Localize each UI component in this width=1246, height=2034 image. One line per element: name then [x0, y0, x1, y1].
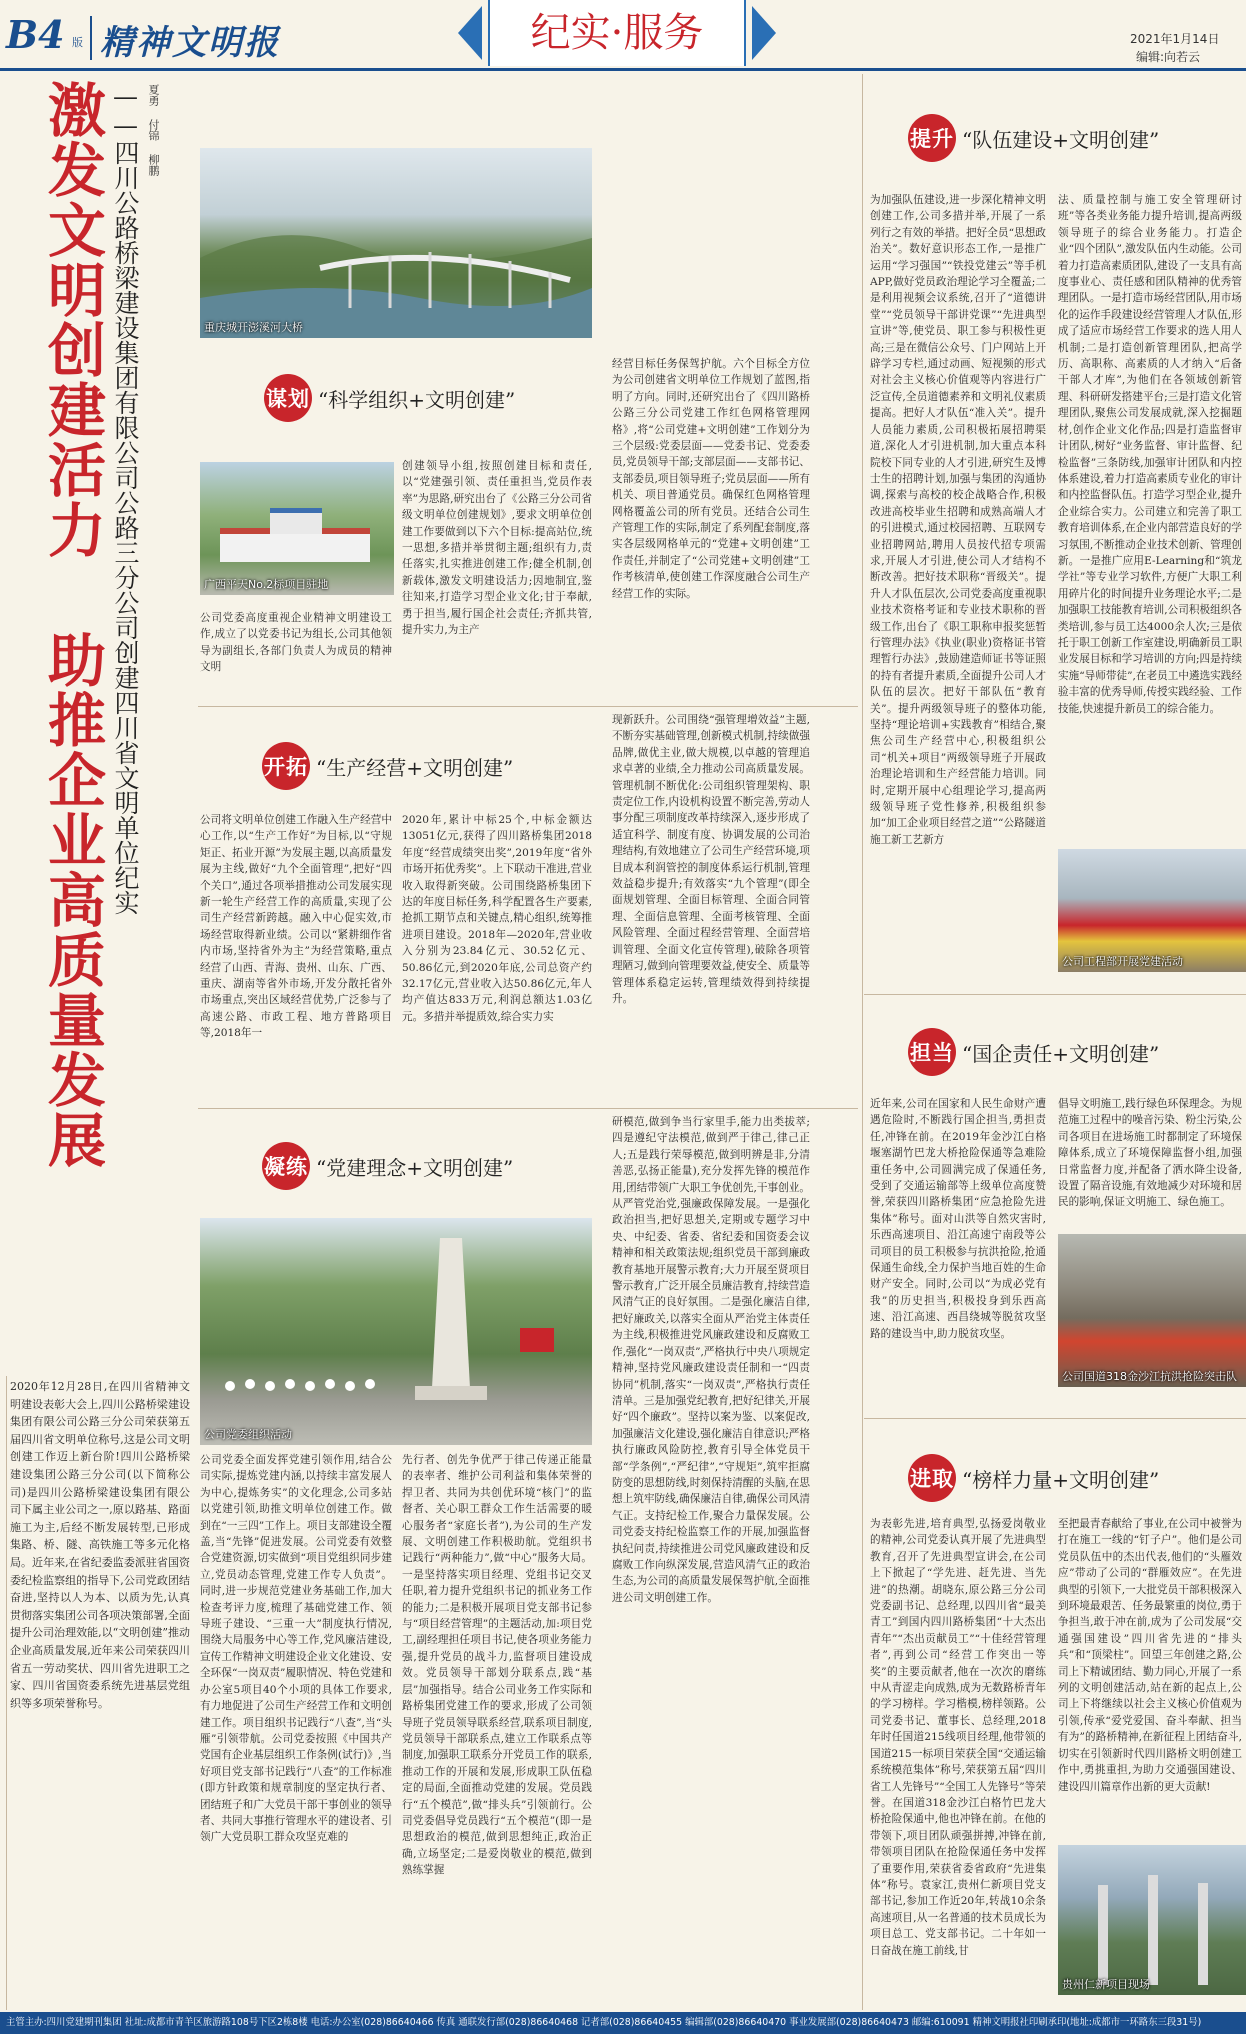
role-models-text-b: 至把最青春献给了事业,在公司中被誉为打在施工一线的“钉子户”。他们是公司党员队伍中的杰出代表,他们的“头雁效应”带动了公司的“群雁效应”。在先进典型的引领下,一大批党员干部积极深入到环境最艰苦、任务最繁重的岗位,勇于争担当,敢于冲在前,成为了公司发展“交通强国建设”四川省先进的“排头兵”和“顶梁柱”。回望三年创建之路,公司上下精诚团结、勤力同心,开展了一系列的文明创建活动,站在新的起点上,公司上下将继续以社会主义核心价值观为引领,传承“爱党爱国、奋斗奉献、担当有为”的路桥精神,在新征程上团结奋斗,切实在引领新时代四川路桥文明创建工作中,勇挑重担,为助力交通强国建设、建设四川篇章作出新的更大贡献!: [1058, 1518, 1242, 1793]
section-header-party: [262, 1140, 513, 1192]
masthead-divider: [90, 16, 92, 60]
masthead: [0, 0, 1246, 74]
party-text-c: 研模范,做到争当行家里手,能力出类拔萃;四是遵纪守法模范,做到严于律己,律己正人;五是践行荣辱模范,做到明辨是非,分清善恶,弘扬正能量),充分发挥先锋的模范作用,团结带领广大职工争优创先,干事创业。从严管党治党,强廉政保障发展。一是强化政治担当,把好思想关,定期或专题学习中央、中纪委、省委、省纪委和国资委会议精神和相关政策法规;组织党员干部到廉政教育基地开展警示教育;大力开展至贤项目警示教育,广泛开展全员廉洁教育,持续营造风清气正的良好氛围。二是强化廉洁自律,把好廉政关,以落实全面从严治党主体责任为主线,积极推进党风廉政建设和反腐败工作,强化“一岗双责”,严格执行中央八项规定精神,坚持党风廉政建设责任制和一“四责协同”机制,落实“一岗双责”,严格执行责任清单。三是加强党纪教育,把好纪律关,开展好“四个廉政”。坚持以案为鉴、以案促改,加强廉洁文化建设,强化廉洁自律意识;严格执行廉政风险防控,教育引导全体党员干部“学条例”,“严纪律”,“守规矩”,筑牢拒腐防变的思想防线,时刻保持清醒的头脑,在思想上筑牢防线,确保廉洁自律,确保公司风清气正。支持纪检工作,聚合力量保发展。公司党委支持纪检监察工作的开展,加强监督执纪问责,持续推进公司党风廉政建设和反腐败工作向纵深发展,营造风清气正的政治生态,为公司的高质量发展保驾护航,全面推进公司文明创建工作。: [612, 1116, 810, 1604]
divider: [864, 1418, 1246, 1419]
photo-project-site: [200, 462, 394, 595]
responsibility-text-b: 倡导文明施工,践行绿色环保理念。为规范施工过程中的噪音污染、粉尘污染,公司各项目在进场施工时都制定了环境保障体系,成立了环境保障监督小组,加强日常监督力度,并配备了洒水降尘设备,设置了隔音设施,有效地减少对环境和居民的影响,保证文明施工、绿色施工。: [1058, 1098, 1242, 1209]
production-text-a: 公司将文明单位创建工作融入生产经营中心工作,以“生产工作好”为目标,以“守规矩正、拓业开源”为发展主题,以高质量发展为主线,做好“九个全面管理”,把好“四个关口”,通过各项举措推动公司发展实现新一轮生产经营工作的高质量,实现了公司生产经营新跨越。融入中心促实效,市场经营取得新业绩。公司以“紧耕细作省内市场,坚持省外为主”为经营策略,重点经营了山西、青海、贵州、山东、广西、重庆、湖南等省外市场,开发分散托省外市场重点,突出区域经营优势,广泛参与了高速公路、市政工程、地方普路项目等,2018年一: [200, 814, 392, 1040]
photo-caption: 广西平天No.2标项目驻地: [204, 578, 329, 591]
photo-guizhou-site: [1058, 1845, 1246, 1995]
photo-bridge: [200, 148, 592, 338]
section-title: “党建理念+文明创建”: [316, 1155, 514, 1180]
section-header-responsibility: [908, 1026, 1159, 1078]
photo-party-activity: [200, 1218, 592, 1445]
paper-name-logo: 精神文明报: [100, 23, 280, 63]
team-text-b: 法、质量控制与施工安全管理研讨班”等各类业务能力提升培训,提高两级领导班子的综合业务能力。打造企业“四个团队”,激发队伍内生动能。公司着力打造高素质团队,建设了一支具有高度事业心、责任感和团队精神的优秀管理团队。一是打造市场经营团队,用市场化的运作手段建设经营管理人才队伍,形成了适应市场经营工作要求的选人用人机制;二是打造创新管理团队,把高学历、高职称、高素质的人才纳入“后备干部人才库”,为他们在各领域创新管理、科研研发搭建平台;三是打造文化管理团队,聚焦公司发展成就,深入挖掘题材,创作企业文化作品;四是打造监督审计团队,树好“业务监督、审计监督、纪检监督”三条防线,加强审计团队和内控体系建设,着力打造高素质专业化的审计和内控监督队伍。打造学习型企业,提升企业综合实力。公司建立和完善了职工教育培训体系,在企业内部营造良好的学习氛围,不断推动企业技术创新、管理创新。一是推广应用E-Learning和“筑龙学社”等专业学习软件,方便广大职工利用碎片化的时间提升业务理论水平;二是加强职工技能教育培训,公司积极组织各类培训,参与员工达4000余人次;三是依托于职工创新工作室建设,明确新员工职业发展目标和学习培训的方向;四是持续实施“导师带徒”,在老员工中遴选实践经验丰富的优秀导师,传授实践经验、工作技能,快速提升新员工的综合能力。: [1058, 194, 1242, 715]
main-headline: 激发文明创建活力 助推企业高质量发展: [38, 80, 106, 1170]
team-text-a: 为加强队伍建设,进一步深化精神文明创建工作,公司多措并举,开展了一系列行之有效的举措。把好全员“思想政治关”。数好意识形态工作,一是推广运用“学习强国”“铁投党建云”等手机APP,做好党员政治理论学习全覆盖;二是利用视频会议系统,召开了“道德讲堂”“党员领导干部讲党课”“先进典型宣讲”等,使党员、职工参与积极性更高;三是在微信公众号、门户网站上开辟学习专栏,通过动画、短视频的形式对社会主义核心价值观等内容进行广泛宣传,全员道德素养和文明礼仪素质提高。把好人才队伍“准入关”。提升人员能力素质,公司积极拓展招聘渠道,深化人才引进机制,加大重点本科院校下同专业的人才引进,研究生及博士生的招聘计划,加强与集团的沟通协调,探索与高校的校企战略合作,积极改进高校毕业生招聘和成熟高端人才的引进模式,通过校园招聘、互联网专业招聘网站,聘用人员按代招专项需求,开展人才引进,使公司人才结构不断改善。把好技术职称“晋级关”。提升人才队伍层次,公司党委高度重视职业技术资格考证和专业技术职称的晋级工作,出台了《职工职称申报奖惩暂行管理办法》《执业(职业)资格证书管理暂行办法》,鼓励建造师证书等证照的持有者提升素质,全面提升公司人才队伍的层次。把好干部队伍“教育关”。提升两级领导班子的整体功能,坚持“理论培训+实践教育”相结合,聚焦公司生产经营中心,积极组织公司“机关+项目”两级领导班子开展政治理论培训和生产经营能力培训。同时,定期开展中心组理论学习,提高两级领导班子党性修养,积极组织参加“加工企业项目经营之道”“公路隧道施工新工艺新方: [870, 194, 1046, 846]
page-suffix: 版: [72, 36, 83, 49]
photo-caption: 重庆城开澎溪河大桥: [204, 321, 303, 334]
divider: [198, 706, 858, 707]
section-stamp: 进取: [908, 1454, 956, 1502]
page-number: B4: [6, 12, 65, 57]
production-text-c: 现新跃升。公司围绕“强管理增效益”主题,不断夯实基础管理,创新模式机制,持续做强品牌,做优主业,做大规模,以卓越的管理追求卓著的业绩,全力推动公司高质量发展。管理机制不断优化:公司组织管理架构、职责定位工作,内设机构设置不断完善,劳动人事分配三项制度改革持续深入,逐步形成了适宜科学、制度有度、协调发展的公司治理结构,有效地建立了公司生产经营环境,项目成本利润管控的制度体系运行机制,管理效益稳步提升;有效落实“九个管理”(即全面规划管理、全面目标管理、全面合同管理、全面信息管理、全面考核管理、全面风险管理、全面过程经营管理、全面营培训管理、全面文化宣传管理),破除各项管理陋习,做到向管理要效益,使安全、质量等管理体系稳定运转,管理绩效得到持续提升。: [612, 714, 810, 1005]
photo-caption: 公司工程部开展党建活动: [1062, 955, 1183, 968]
intro-box-border: [6, 1376, 7, 2010]
section-header-planning: [264, 372, 515, 424]
section-stamp: 谋划: [264, 374, 312, 422]
photo-caption: 公司国道318金沙江抗洪抢险突击队: [1062, 1370, 1237, 1383]
section-title: “榜样力量+文明创建”: [962, 1467, 1160, 1492]
divider: [198, 1108, 858, 1109]
photo-rescue-team: [1058, 1234, 1246, 1387]
intro-text: 2020年12月28日,在四川省精神文明建设表彰大会上,四川公路桥梁建设集团有限公司公路三分公司荣获第五届四川省文明单位称号,这是公司文明创建工作迈上新台阶!四川公路桥梁建设集团公路三分公司(以下简称公司)是四川公路桥梁建设集团有限公司下属主业公司之一,原以路基、路面施工为主,后经不断发展转型,已形成集路、桥、隧、高铁施工等多元化格局。近年来,在省纪委监委派驻省国资委纪检监察组的指导下,公司党政团结奋进,坚持以人为本、以质为先,认真贯彻落实集团公司各项决策部署,全面提升公司治理效能,以“文明创建”推动企业高质量发展,近年来公司荣获四川省五一劳动奖状、四川省先进职工之家、四川省国资委系统先进基层党组织等多项荣誉称号。: [10, 1380, 190, 1710]
pier-illustration: [1058, 1845, 1246, 1995]
party-text-b: 先行者、创先争优严于律己传递正能量的表率者、维护公司利益和集体荣誉的捍卫者、共同为共创优环境“核门”的监督者、关心职工群众工作生活需要的暖心服务者“家庭长者”),为公司的生产发展、文明创建工作积极助航。党组织书记践行“两种能力”,做“中心”服务大局。一是坚持落实项目经理、党组书记交叉任职,着力提升党组织书记的抓业务工作的能力;二是积极开展项目党支部书记参与“项目经营管理”的主题活动,加:项目党工,副经理担任项目书记,使各项业务能力强,提升党员的战斗力,监督项目建设成效。党员领导干部划分联系点,践“基层”加强指导。结合公司业务工作实际和路桥集团党建工作的要求,形成了公司领导班子党员领导联系经营,联系项目制度,党员领导干部联系点,建立工作联系点等制度,加强职工联系分开党员工作的联系,推动工作的开展和发展,形成职工队伍稳定的局面,全面推动党建的发展。党员践行“五个模范”,做“排头兵”引领前行。公司党委倡导党员践行“五个模范”(即一是思想政治的模范,做到思想纯正,政治正确,立场坚定;二是爱岗敬业的模范,做到熟练掌握: [402, 1454, 592, 1877]
photo-team-activity: [1058, 849, 1246, 972]
planning-text-c: 经营目标任务保驾护航。六个目标全方位为公司创建省文明单位工作规划了蓝图,指明了方向。同时,还研究出台了《四川路桥公路三分公司党建工作红色网格管理网格》,将“公司党建+文明创建”工作划分为三个层级:党委层面——党委书记、党委委员,党员领导干部;支部层面——支部书记、支部委员,项目领导班子;党员层面——所有机关、项目普通党员。确保红色网格管理网格覆盖公司的所有党员。还结合公司生产管理工作的实际,制定了系列配套制度,落实各层级网格单元的“党建+文明创建”工作责任,并制定了“公司党建+文明创建”工作考核清单,使创建工作深度融合公司生产经营工作的实际。: [612, 358, 810, 600]
section-title: “科学组织+文明创建”: [318, 387, 516, 412]
section-title: “国企责任+文明创建”: [962, 1041, 1160, 1066]
photo-caption: 贵州仁新项目现场: [1062, 1978, 1150, 1991]
footer-text: 主管主办:四川党建期刊集团 社址:成都市青羊区旅游路108号下区2栋8楼 电话:办公室(028)86640466 传真 通联发行部(028)86640468 记者部(028)86640455 编辑部(028)86640470 事业发展部(028)86640473 邮编:610091 精神文明报社印刷承印(地址:成都市一环路东三段31号): [6, 2017, 1202, 2028]
monument-illustration: [200, 1218, 592, 1445]
planning-text-a: 公司党委高度重视企业精神文明建设工作,成立了以党委书记为组长,公司其他领导为副组长,各部门负责人为成员的精神文明: [200, 612, 392, 674]
banner-arrow-right-icon: [752, 6, 776, 60]
editor-credit: 编辑:向若云: [1136, 50, 1201, 64]
section-name: 纪实·服务: [488, 0, 746, 66]
byline: 夏勇 付锦 柳鹏: [147, 84, 160, 176]
banner-arrow-left-icon: [458, 6, 482, 60]
section-stamp: 提升: [908, 114, 956, 162]
section-header-team: [908, 112, 1159, 164]
masthead-rule: [0, 68, 1246, 71]
bridge-illustration: [200, 148, 592, 338]
responsibility-text-a: 近年来,公司在国家和人民生命财产遭遇危险时,不断践行国企担当,勇担责任,冲锋在前。在2019年金沙江白格堰塞湖竹巴龙大桥抢险保通等急难险重任务中,公司圆满完成了保通任务,受到了交通运输部等上级单位高度赞誉,荣获四川路桥集团“应急抢险先进集体”称号。面对山洪等自然灾害时,乐西高速项目、沿江高速宁南段等公司项目的员工积极参与抗洪抢险,抢通保通生命线,全力保护当地百姓的生命财产安全。同时,公司以“为成必党有我”的历史担当,积极投身到乐西高速、沿江高速、西昌绕城等脱贫攻坚路的建设当中,助力脱贫攻坚。: [870, 1098, 1046, 1340]
party-text-a: 公司党委全面发挥党建引领作用,结合公司实际,提炼党建内涵,以持续丰富发展人为中心,提炼务实”的文化理念,公司多站以党建引领,助推文明单位创建工作。做到在“一三四”工作上。项目支部建设全覆盖,当“先锋”促进发展。公司党委有效整合党建资源,切实做到“项目党组织同步建立,党员动态管理,党建工作专人负责”。同时,进一步规范党建业务基础工作,加大检查考评力度,梳理了基础党建工作、领导班子建设、“三重一大”制度执行情况,围绕大局服务中心等工作,党风廉洁建设,宣传工作精神文明建设企业文化建设、安全环保“一岗双责”履职情况、特色党建和办公室5项目40个小项的具体工作要求,有力地促进了公司生产经营工作和文明创建工作。项目组织书记践行“八查”,当“头雁”引领带航。公司党委按照《中国共产党国有企业基层组织工作条例(试行)》,当好项目党支部书记践行“八查”的工作标准(即方针政策和规章制度的坚定执行者、团结班子和广大党员干部干事创业的领导者、共同大事推行管理水平的建设者、引领广大党员职工群众攻坚克难的: [200, 1454, 392, 1844]
role-models-text-a: 为表彰先进,培育典型,弘扬爱岗敬业的精神,公司党委认真开展了先进典型教育,召开了先进典型宣讲会,在公司上下掀起了“学先进、赶先进、当先进”的热潮。胡晓东,原公路三分公司党委副书记、总经理,以四川省“最美青工”到国内四川路桥集团“十大杰出青年”“杰出贡献员工”“十佳经营管理者”,再到公司“经营工作突出一等奖”的主要贡献者,他在一次次的磨练中从青涩走向成熟,成为无数路桥青年的学习榜样。学习楷模,榜样领路。公司党委书记、董事长、总经理,2018年时任国道215线项目经理,他带领的国道215一标项目荣获全国“交通运输系统模范集体”称号,荣获第五届“四川省工人先锋号”“全国工人先锋号”等荣誉。在国道318金沙江白格竹巴龙大桥抢险保通中,他也冲锋在前。在他的带领下,项目团队顽强拼搏,冲锋在前,带领项目团队在抢险保通任务中发挥了重要作用,荣获省委省政府“先进集体”称号。袁家江,贵州仁新项目党支部书记,参加工作近20年,转战10余条高速项目,从一名普通的技术员成长为项目总工、党支部书记。二十年如一日奋战在施工前线,甘: [870, 1518, 1046, 1957]
divider: [862, 74, 863, 2010]
section-banner: [458, 0, 776, 66]
section-header-role-models: [908, 1452, 1159, 1504]
planning-text-b: 创建领导小组,按照创建目标和责任,以“党建强引领、责任重担当,党员作表率”为思路,研究出台了《公路三分公司省级文明单位创建规划》,要求文明单位创建工作要做到以下六个目标:提高站位,统一思想,多措并举贯彻主题;组织有力,责任落实,扎实推进创建工作;健全机制,创新载体,激发文明建设活力;因地制宜,鉴往知来,打造学习型企业文化;甘于奉献,勇于担当,履行国企社会责任;齐抓共管,提升实力,为主产: [402, 460, 592, 637]
section-stamp: 凝练: [262, 1142, 310, 1190]
sub-headline: ——四川公路桥梁建设集团有限公司公路三分公司创建四川省文明单位纪实: [111, 82, 140, 915]
issue-date: 2021年1月14日: [1130, 32, 1220, 46]
production-text-b: 2020年,累计中标25个,中标金额达13051亿元,获得了四川路桥集团2018年度“经营成绩突出奖”,2019年度“省外市场开拓优秀奖”。上下联动干准进,营业收入取得新突破。公司围绕路桥集团下达的年度目标任务,科学配置各生产要素,抢抓工期节点和关键点,精心组织,统筹推进项目建设。2018年—2020年,营业收入分别为23.84亿元、30.52亿元、50.86亿元,到2020年底,公司总资产约32.17亿元,营业收入达50.86亿元,年人均产值达833万元,利润总额达1.03亿元。多措并举提质效,综合实力实: [402, 814, 592, 1023]
photo-caption: 公司党委组织活动: [204, 1428, 292, 1441]
section-header-production: [262, 740, 513, 792]
section-stamp: 担当: [908, 1028, 956, 1076]
section-title: “队伍建设+文明创建”: [962, 127, 1160, 152]
section-title: “生产经营+文明创建”: [316, 755, 514, 780]
section-stamp: 开拓: [262, 742, 310, 790]
